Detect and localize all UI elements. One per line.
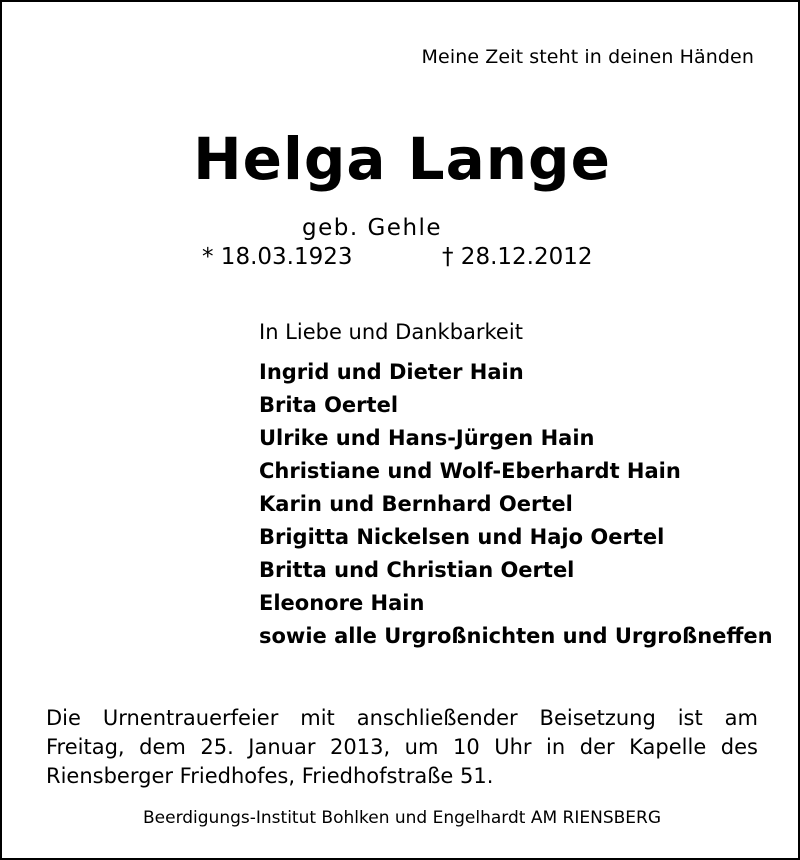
service-line: Die Urnentrauerfeier mit anschließender Beisetzung ist am bbox=[46, 706, 758, 730]
mourner-item: Brita Oertel bbox=[259, 393, 399, 417]
mourner-item: Brigitta Nickelsen und Hajo Oertel bbox=[259, 525, 665, 549]
birth-date: * 18.03.1923 bbox=[202, 244, 353, 270]
mourners-list bbox=[259, 358, 773, 655]
thanks-line: In Liebe und Dankbarkeit bbox=[259, 320, 523, 344]
mourner-item: Eleonore Hain bbox=[259, 591, 425, 615]
funeral-home: Beerdigungs-Institut Bohlken und Engelhardt AM RIENSBERG bbox=[142, 808, 662, 828]
mourner-item: Ulrike und Hans-Jürgen Hain bbox=[259, 426, 595, 450]
motto-text: Meine Zeit steht in deinen Händen bbox=[421, 46, 754, 68]
mourner-item: Karin und Bernhard Oertel bbox=[259, 492, 573, 516]
service-announcement bbox=[46, 704, 758, 791]
death-date: † 28.12.2012 bbox=[442, 244, 593, 270]
deceased-name: Helga Lange bbox=[193, 125, 611, 193]
mourner-item: Ingrid und Dieter Hain bbox=[259, 360, 524, 384]
mourner-item: Britta und Christian Oertel bbox=[259, 558, 575, 582]
mourner-item: sowie alle Urgroßnichten und Urgroßneffen bbox=[259, 624, 773, 648]
service-line: Freitag, dem 25. Januar 2013, um 10 Uhr in der Kapelle des bbox=[46, 735, 758, 759]
maiden-name: geb. Gehle bbox=[302, 215, 443, 241]
mourner-item: Christiane und Wolf-Eberhardt Hain bbox=[259, 459, 681, 483]
service-line: Riensberger Friedhofes, Friedhofstraße 51. bbox=[46, 764, 494, 788]
